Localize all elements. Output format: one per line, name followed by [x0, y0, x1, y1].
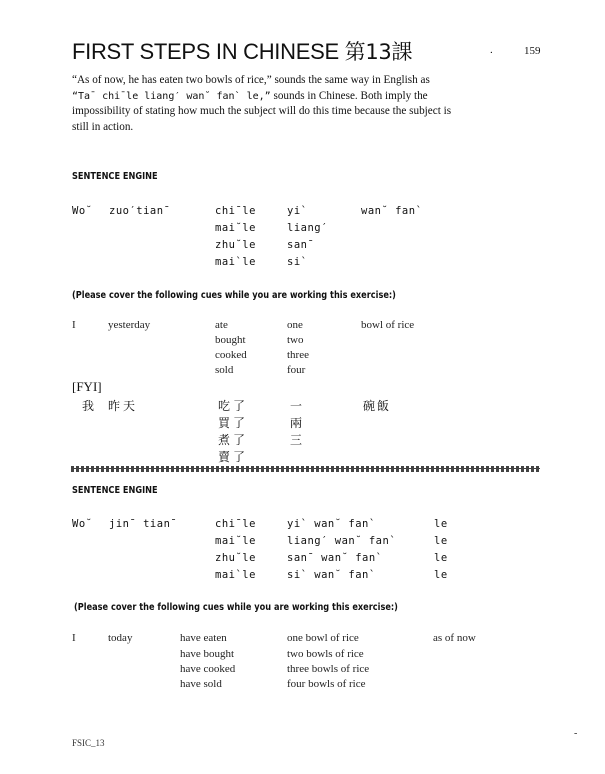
engine2-verb: mai˘le — [215, 535, 256, 547]
engine1-number: si` — [287, 256, 308, 268]
lesson-number: 第13課 — [344, 40, 413, 64]
engine1-verb: mai˘le — [215, 222, 256, 234]
intro-paragraph — [72, 73, 552, 135]
intro-line: “As of now, he has eaten two bowls of rice,” sounds the same way in English as — [72, 74, 430, 86]
engine1-verb: mai`le — [215, 256, 256, 268]
fyi-time: 昨天 — [108, 399, 139, 413]
engine2-object: si` wan˘ fan` — [287, 569, 376, 581]
cue1-number: two — [287, 334, 304, 346]
fyi-number: 兩 — [290, 416, 303, 430]
engine2-object: yi` wan˘ fan` — [287, 518, 376, 530]
page-title — [72, 36, 412, 66]
engine2-time: jin¯ tian¯ — [109, 518, 178, 530]
engine1-number: san¯ — [287, 239, 315, 251]
engine2-verb: mai`le — [215, 569, 256, 581]
engine2-particle: le — [434, 569, 448, 581]
engine2-object: san¯ wan˘ fan` — [287, 552, 383, 564]
engine1-number: liang′ — [287, 222, 328, 234]
cue1-verb: ate — [215, 319, 228, 331]
fyi-verb: 賣了 — [218, 450, 249, 464]
cue2-time: today — [108, 632, 133, 644]
intro-line: still in action. — [72, 120, 134, 133]
cue2-object: one bowl of rice — [287, 632, 359, 644]
cue2-object: four bowls of rice — [287, 678, 366, 690]
cue1-verb: cooked — [215, 349, 247, 361]
engine1-time: zuo′tian¯ — [109, 205, 171, 217]
cue1-object: bowl of rice — [361, 319, 415, 331]
engine1-subject: Wo˘ — [72, 205, 93, 217]
engine2-verb: zhu˘le — [215, 552, 256, 564]
fyi-subject: 我 — [82, 399, 95, 413]
cue2-object: two bowls of rice — [287, 648, 364, 660]
section-heading: SENTENCE ENGINE — [72, 171, 158, 182]
footer-code: FSIC_13 — [72, 738, 105, 748]
engine2-subject: Wo˘ — [72, 518, 93, 530]
fyi-number: 三 — [290, 433, 303, 447]
cue1-number: four — [287, 364, 306, 376]
section-divider — [71, 466, 540, 472]
cue1-verb: sold — [215, 364, 234, 376]
intro-text: sounds in Chinese. Both imply the — [270, 89, 428, 102]
engine2-object: liang′ wan˘ fan` — [287, 535, 397, 547]
cue2-object: three bowls of rice — [287, 663, 370, 675]
cue2-subject: I — [72, 632, 76, 644]
fyi-object: 碗飯 — [363, 399, 392, 413]
header-dot: . — [490, 44, 493, 56]
cue2-verb: have sold — [180, 678, 222, 690]
section-heading: SENTENCE ENGINE — [72, 485, 158, 496]
cue2-verb: have bought — [180, 648, 235, 660]
engine1-verb: zhu˘le — [215, 239, 256, 251]
cue2-verb: have cooked — [180, 663, 236, 675]
page-number: 159 — [524, 45, 541, 57]
cue1-time: yesterday — [108, 319, 151, 331]
fyi-verb: 買了 — [218, 416, 249, 430]
cue1-number: three — [287, 349, 309, 361]
cover-instruction: (Please cover the following cues while you are working this exercise:) — [74, 602, 398, 613]
fyi-verb: 吃了 — [218, 399, 249, 413]
engine1-object: wan˘ fan` — [361, 205, 423, 217]
engine2-particle: le — [434, 518, 448, 530]
cover-instruction: (Please cover the following cues while you are working this exercise:) — [72, 290, 396, 301]
cue1-number: one — [287, 319, 303, 331]
engine2-verb: chi¯le — [215, 518, 256, 530]
intro-pinyin: “Ta¯ chi¯le liang′ wan˘ fan` le,” — [72, 90, 271, 102]
cue1-subject: I — [72, 319, 76, 331]
engine2-particle: le — [434, 552, 448, 564]
cue2-verb: have eaten — [180, 632, 227, 644]
intro-line: impossibility of stating how much the subject will do this time because the subject is — [72, 105, 452, 117]
fyi-label: [FYI] — [72, 379, 102, 394]
footer-mark: - — [574, 728, 578, 739]
fyi-verb: 煮了 — [218, 433, 249, 447]
cue1-verb: bought — [215, 334, 246, 346]
book-title: FIRST STEPS IN CHINESE — [72, 39, 339, 64]
engine1-verb: chi¯le — [215, 205, 256, 217]
intro-line — [72, 89, 552, 105]
engine1-number: yi` — [287, 205, 308, 217]
cue2-aspect: as of now — [433, 632, 476, 644]
fyi-number: 一 — [290, 399, 303, 413]
engine2-particle: le — [434, 535, 448, 547]
